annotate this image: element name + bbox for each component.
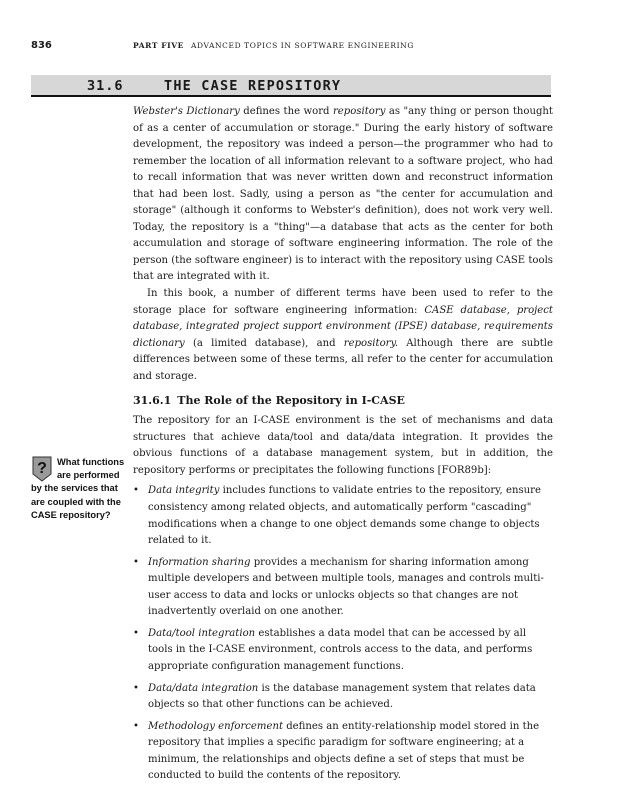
subsection-title: The Role of the Repository in I-CASE [177, 394, 405, 408]
margin-note-text: What functions are performed by the services that are coupled with the CASE repository? [31, 457, 125, 520]
function-item-data-data-integration: • Data/data integration is the database management system that relates data objects so that other functions can be achieved. [133, 681, 553, 714]
svg-text:?: ? [37, 460, 47, 477]
function-item-information-sharing: • Information sharing provides a mechanism for sharing information among multiple developers and between multiple tools, manages and controls multi-user access to data and locks or unlocks objects so that changes are not inadvertently overlaid on one another. [133, 555, 553, 621]
running-header [0, 40, 637, 56]
intro-paragraph-1: Webster's Dictionary defines the word repository as "any thing or person thought of as a center of accumulation or storage." During the early history of software development, the repository was indeed a person—the programmer who had to remember the location of all information relevant to a software project, who had to recall information that was never written down and reconstruct information that had been lost. Sadly, using a person as "the center for accumulation and storage" (although it conforms to Webster's definition), does not work very well. Today, the repository is a "thing"—a database that acts as the center for both accumulation and storage of software engineering information. The role of the person (the software engineer) is to interact with the repository using CASE tools that are integrated with it. [133, 106, 553, 283]
section-heading-bar [31, 75, 551, 97]
main-text [133, 104, 553, 790]
function-item-data-tool-integration: • Data/tool integration establishes a data model that can be accessed by all tools in the I-CASE environment, controls access to the data, and performs appropriate configuration management functions. [133, 626, 553, 676]
question-mark-icon [31, 456, 53, 482]
function-item-data-integrity: • Data integrity includes functions to validate entries to the repository, ensure consistency among related objects, and automatically perform "cascading" modifications when a change to one object demands some change to objects related to it. [133, 483, 553, 549]
function-item-methodology-enforcement: • Methodology enforcement defines an entity-relationship model stored in the repository that implies a specific paradigm for software engineering; at a minimum, the relationships and objects define a set of steps that must be conducted to build the contents of the repository. [133, 719, 553, 785]
function-list [133, 483, 553, 784]
part-title: ADVANCED TOPICS IN SOFTWARE ENGINEERING [190, 41, 414, 50]
section-title: THE CASE REPOSITORY [164, 78, 342, 94]
subsection-number: 31.6.1 [133, 394, 172, 408]
page-number: 836 [31, 40, 52, 51]
subsection-heading [133, 393, 553, 409]
margin-note [31, 456, 126, 522]
intro-paragraph-2: In this book, a number of different terms have been used to refer to the storage place for software engineering information: CASE database, project database, integrated project support environment (IPSE) database, requirements dictionary (a limited database), and repository. Although there are subtle differences between some of these terms, all refer to the center for accumulation and storage. [133, 288, 553, 382]
part-label: PART FIVE [133, 41, 184, 50]
section-number: 31.6 [87, 78, 124, 94]
running-head [133, 41, 414, 50]
subsection-paragraph: The repository for an I-CASE environment is the set of mechanisms and data structures that achieve data/tool and data/data integration. It provides the obvious functions of a database management system, but in addition, the repository performs or precipitates the following functions [FOR89b]: [133, 415, 553, 476]
